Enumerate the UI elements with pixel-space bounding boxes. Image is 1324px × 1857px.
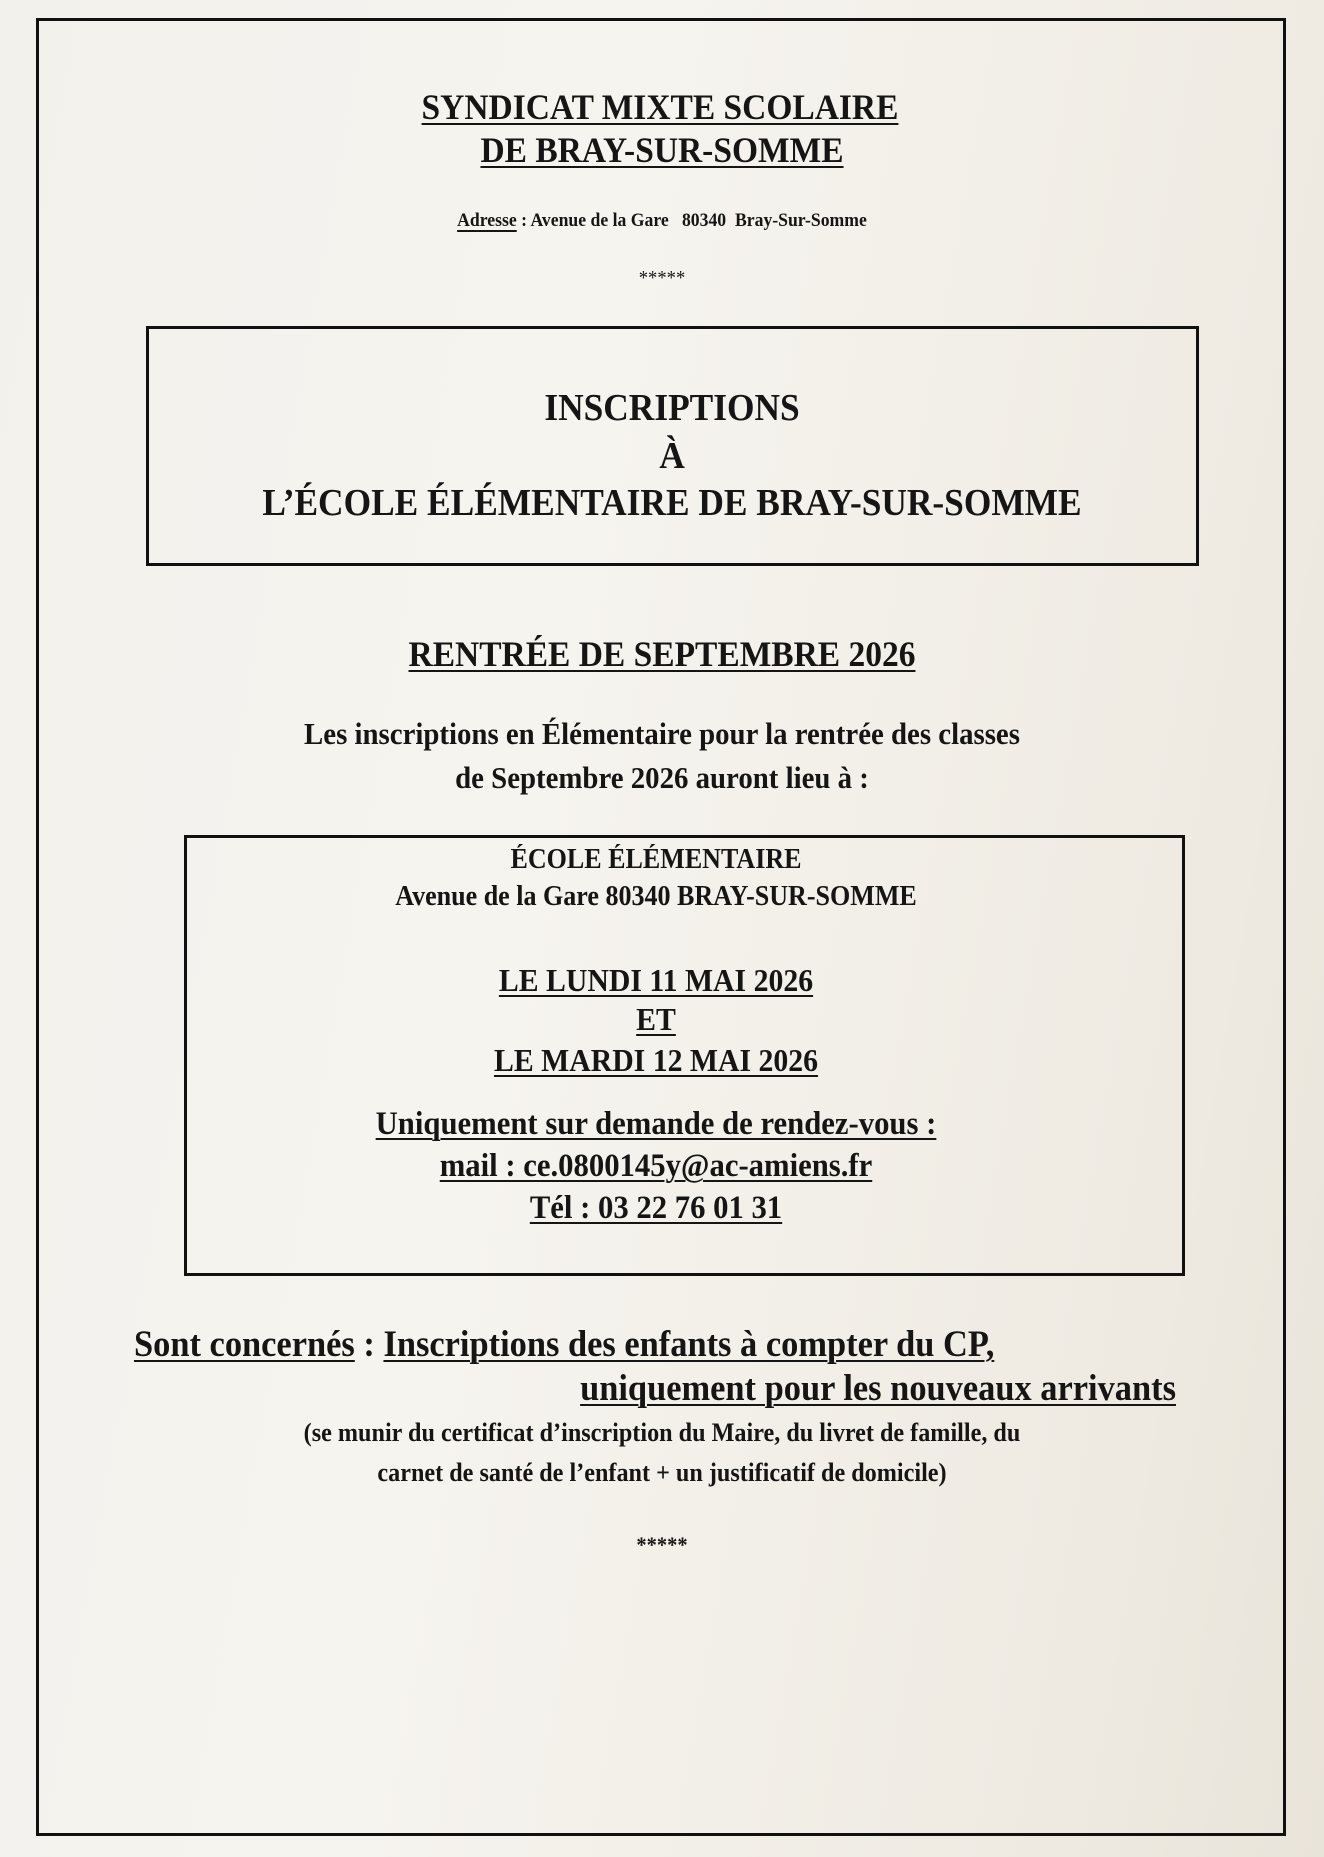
concerned-line1: [134, 1326, 1103, 1363]
intro-line1: Les inscriptions en Élémentaire pour la rentrée des classes: [304, 716, 1020, 751]
banner-line3: L’ÉCOLE ÉLÉMENTAIRE DE BRAY-SUR-SOMME: [262, 482, 1082, 524]
date-conjunction: ET: [636, 1001, 676, 1037]
concerned-colon: :: [354, 1324, 384, 1365]
date-tuesday: LE MARDI 12 MAI 2026: [493, 1042, 819, 1078]
address-label: Adresse: [457, 210, 517, 231]
intro-line2: de Septembre 2026 auront lieu à :: [455, 760, 869, 795]
address-value: : Avenue de la Gare 80340 Bray-Sur-Somme: [516, 210, 867, 231]
school-name: ÉCOLE ÉLÉMENTAIRE: [510, 844, 802, 875]
appointment-note: Uniquement sur demande de rendez-vous :: [375, 1106, 937, 1142]
contact-mail[interactable]: mail : ce.0800145y@ac-amiens.fr: [439, 1148, 873, 1184]
banner-line1: INSCRIPTIONS: [544, 387, 800, 429]
concerned-label: Sont concernés: [134, 1324, 355, 1365]
documents-note-line2: carnet de santé de l’enfant + un justificatif de domicile): [377, 1458, 947, 1487]
title-line1: SYNDICAT MIXTE SCOLAIRE: [421, 87, 899, 127]
concerned-text1: Inscriptions des enfants à compter du CP,: [383, 1324, 995, 1365]
banner-line2: À: [659, 435, 685, 477]
address-line: [46, 211, 1277, 230]
date-monday: LE LUNDI 11 MAI 2026: [498, 962, 814, 998]
separator-top: *****: [638, 267, 686, 289]
school-address: Avenue de la Gare 80340 BRAY-SUR-SOMME: [395, 881, 917, 912]
rentree-heading: RENTRÉE DE SEPTEMBRE 2026: [408, 634, 916, 674]
documents-note-line1: (se munir du certificat d’inscription du Maire, du livret de famille, du: [303, 1418, 1021, 1447]
concerned-line2: uniquement pour les nouveaux arrivants: [580, 1368, 1176, 1409]
contact-phone[interactable]: Tél : 03 22 76 01 31: [529, 1190, 783, 1226]
title-line2: DE BRAY-SUR-SOMME: [480, 130, 844, 170]
separator-bottom: *****: [636, 1532, 688, 1557]
